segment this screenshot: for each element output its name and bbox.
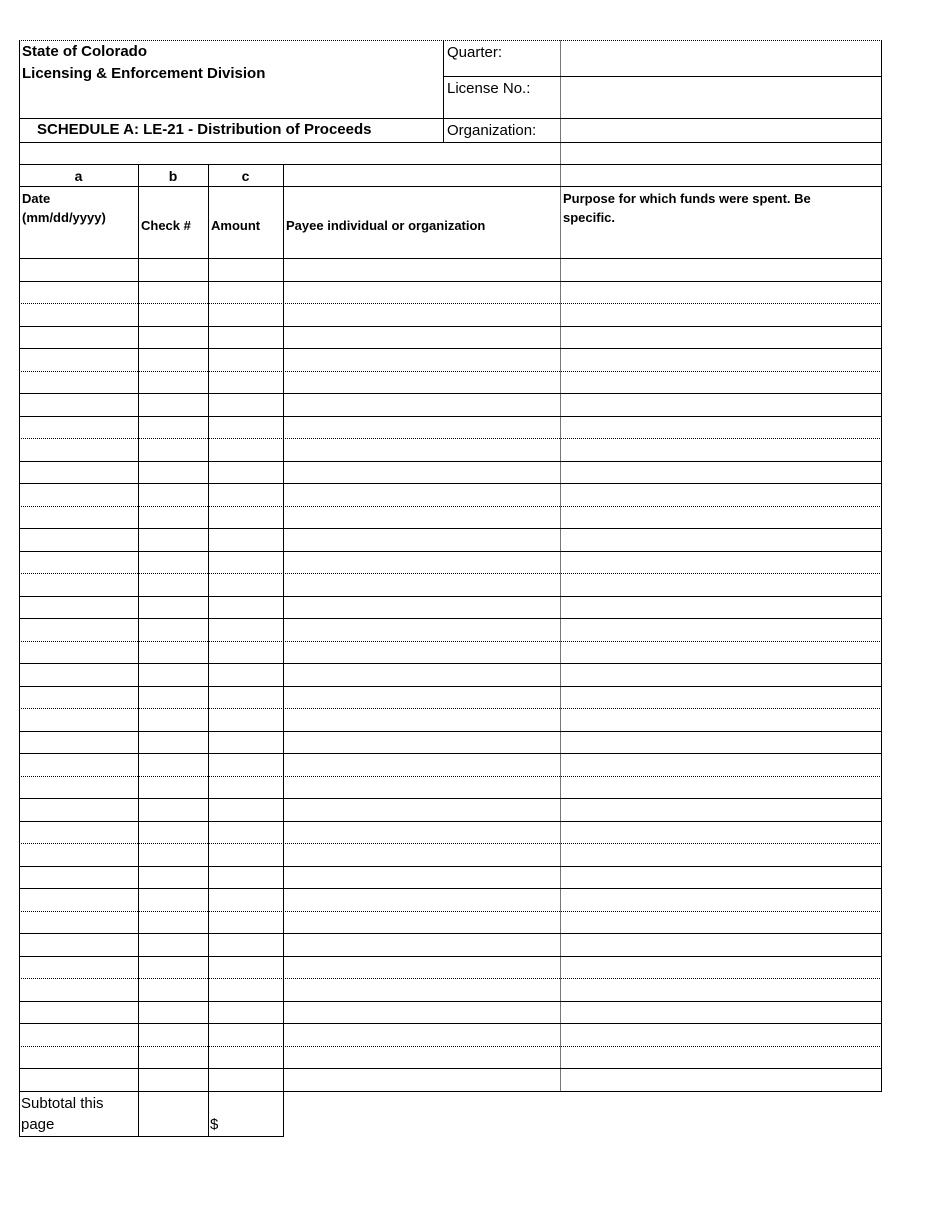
check-cell[interactable]	[139, 304, 208, 326]
amount-cell[interactable]	[209, 687, 283, 709]
amount-cell[interactable]	[209, 777, 283, 799]
purpose-cell[interactable]	[561, 327, 881, 349]
amount-cell[interactable]	[209, 394, 283, 416]
purpose-cell[interactable]	[561, 912, 881, 934]
date-cell[interactable]	[20, 1024, 138, 1046]
amount-cell[interactable]	[209, 799, 283, 821]
check-cell[interactable]	[139, 507, 208, 529]
amount-cell[interactable]	[209, 282, 283, 304]
purpose-cell[interactable]	[561, 1069, 881, 1091]
purpose-cell[interactable]	[561, 664, 881, 686]
amount-cell[interactable]	[209, 664, 283, 686]
amount-cell[interactable]	[209, 732, 283, 754]
license-number-field[interactable]	[562, 78, 880, 117]
purpose-cell[interactable]	[561, 597, 881, 619]
date-cell[interactable]	[20, 552, 138, 574]
payee-cell[interactable]	[284, 349, 560, 371]
payee-cell[interactable]	[284, 417, 560, 439]
amount-cell[interactable]	[209, 529, 283, 551]
check-cell[interactable]	[139, 597, 208, 619]
column-letter-a: a	[74, 168, 83, 184]
date-cell[interactable]	[20, 439, 138, 461]
date-cell[interactable]	[20, 732, 138, 754]
date-cell[interactable]	[20, 664, 138, 686]
purpose-cell[interactable]	[561, 619, 881, 641]
check-cell[interactable]	[139, 687, 208, 709]
date-cell[interactable]	[20, 349, 138, 371]
purpose-cell[interactable]	[561, 709, 881, 731]
purpose-cell[interactable]	[561, 484, 881, 506]
subtotal-currency: $	[210, 1116, 219, 1133]
date-header-line1: Date	[22, 191, 51, 206]
amount-cell[interactable]	[209, 912, 283, 934]
payee-cell[interactable]	[284, 957, 560, 979]
payee-cell[interactable]	[284, 597, 560, 619]
date-cell[interactable]	[20, 754, 138, 776]
date-header-line2: (mm/dd/yyyy)	[22, 210, 106, 225]
amount-header: Amount	[211, 218, 261, 233]
payee-cell[interactable]	[284, 642, 560, 664]
payee-cell[interactable]	[284, 1047, 560, 1069]
date-cell[interactable]	[20, 1047, 138, 1069]
purpose-cell[interactable]	[561, 799, 881, 821]
check-cell[interactable]	[139, 1024, 208, 1046]
date-cell[interactable]	[20, 979, 138, 1001]
payee-cell[interactable]	[284, 372, 560, 394]
purpose-cell[interactable]	[561, 507, 881, 529]
payee-cell[interactable]	[284, 1069, 560, 1091]
subtotal-check-cell[interactable]	[139, 1093, 208, 1136]
amount-cell[interactable]	[209, 349, 283, 371]
date-cell[interactable]	[20, 934, 138, 956]
check-header: Check #	[141, 218, 191, 233]
check-cell[interactable]	[139, 484, 208, 506]
purpose-cell[interactable]	[561, 439, 881, 461]
check-cell[interactable]	[139, 529, 208, 551]
amount-cell[interactable]	[209, 1002, 283, 1024]
payee-cell[interactable]	[284, 934, 560, 956]
payee-cell[interactable]	[284, 529, 560, 551]
payee-cell[interactable]	[284, 1002, 560, 1024]
date-cell[interactable]	[20, 1002, 138, 1024]
payee-cell[interactable]	[284, 394, 560, 416]
check-cell[interactable]	[139, 372, 208, 394]
purpose-cell[interactable]	[561, 822, 881, 844]
payee-cell[interactable]	[284, 867, 560, 889]
purpose-cell[interactable]	[561, 687, 881, 709]
check-cell[interactable]	[139, 462, 208, 484]
payee-cell[interactable]	[284, 327, 560, 349]
check-cell[interactable]	[139, 822, 208, 844]
purpose-cell[interactable]	[561, 282, 881, 304]
check-cell[interactable]	[139, 619, 208, 641]
purpose-cell[interactable]	[561, 1024, 881, 1046]
state-name: State of Colorado	[22, 43, 148, 60]
date-cell[interactable]	[20, 844, 138, 866]
payee-cell[interactable]	[284, 304, 560, 326]
column-letter-c: c	[241, 168, 250, 184]
purpose-header-line1: Purpose for which funds were spent. Be	[563, 191, 811, 206]
date-cell[interactable]	[20, 259, 138, 281]
purpose-cell[interactable]	[561, 552, 881, 574]
amount-cell[interactable]	[209, 507, 283, 529]
purpose-cell[interactable]	[561, 417, 881, 439]
amount-cell[interactable]	[209, 754, 283, 776]
column-letter-b: b	[168, 168, 178, 184]
organization-field[interactable]	[562, 120, 880, 141]
subtotal-amount-field[interactable]	[222, 1093, 282, 1136]
date-cell[interactable]	[20, 619, 138, 641]
check-cell[interactable]	[139, 349, 208, 371]
payee-cell[interactable]	[284, 552, 560, 574]
amount-cell[interactable]	[209, 709, 283, 731]
check-cell[interactable]	[139, 642, 208, 664]
amount-cell[interactable]	[209, 484, 283, 506]
check-cell[interactable]	[139, 1002, 208, 1024]
amount-cell[interactable]	[209, 844, 283, 866]
date-cell[interactable]	[20, 889, 138, 911]
payee-cell[interactable]	[284, 979, 560, 1001]
date-cell[interactable]	[20, 484, 138, 506]
check-cell[interactable]	[139, 934, 208, 956]
organization-label: Organization:	[447, 122, 537, 139]
purpose-header-line2: specific.	[563, 210, 616, 225]
payee-cell[interactable]	[284, 912, 560, 934]
subtotal-label-line2: page	[21, 1116, 55, 1133]
date-cell[interactable]	[20, 327, 138, 349]
check-cell[interactable]	[139, 1047, 208, 1069]
purpose-cell[interactable]	[561, 1047, 881, 1069]
check-cell[interactable]	[139, 394, 208, 416]
date-cell[interactable]	[20, 957, 138, 979]
payee-cell[interactable]	[284, 732, 560, 754]
check-cell[interactable]	[139, 439, 208, 461]
purpose-cell[interactable]	[561, 844, 881, 866]
amount-cell[interactable]	[209, 619, 283, 641]
date-cell[interactable]	[20, 462, 138, 484]
check-cell[interactable]	[139, 417, 208, 439]
amount-cell[interactable]	[209, 597, 283, 619]
check-cell[interactable]	[139, 957, 208, 979]
check-cell[interactable]	[139, 889, 208, 911]
amount-cell[interactable]	[209, 1047, 283, 1069]
amount-cell[interactable]	[209, 1069, 283, 1091]
purpose-cell[interactable]	[561, 304, 881, 326]
date-cell[interactable]	[20, 822, 138, 844]
date-cell[interactable]	[20, 417, 138, 439]
payee-header: Payee individual or organization	[286, 218, 486, 233]
amount-cell[interactable]	[209, 867, 283, 889]
purpose-cell[interactable]	[561, 642, 881, 664]
payee-cell[interactable]	[284, 574, 560, 596]
check-cell[interactable]	[139, 709, 208, 731]
date-cell[interactable]	[20, 394, 138, 416]
date-cell[interactable]	[20, 372, 138, 394]
check-cell[interactable]	[139, 664, 208, 686]
check-cell[interactable]	[139, 552, 208, 574]
purpose-cell[interactable]	[561, 574, 881, 596]
amount-cell[interactable]	[209, 979, 283, 1001]
date-cell[interactable]	[20, 687, 138, 709]
payee-cell[interactable]	[284, 844, 560, 866]
purpose-cell[interactable]	[561, 394, 881, 416]
date-cell[interactable]	[20, 304, 138, 326]
date-cell[interactable]	[20, 799, 138, 821]
check-cell[interactable]	[139, 282, 208, 304]
check-cell[interactable]	[139, 732, 208, 754]
amount-cell[interactable]	[209, 439, 283, 461]
check-cell[interactable]	[139, 259, 208, 281]
schedule-title: SCHEDULE A: LE-21 - Distribution of Proceeds	[37, 121, 372, 138]
check-cell[interactable]	[139, 327, 208, 349]
amount-cell[interactable]	[209, 372, 283, 394]
quarter-field[interactable]	[562, 42, 880, 75]
amount-cell[interactable]	[209, 642, 283, 664]
division-name: Licensing & Enforcement Division	[22, 65, 266, 82]
amount-cell[interactable]	[209, 934, 283, 956]
amount-cell[interactable]	[209, 462, 283, 484]
date-cell[interactable]	[20, 642, 138, 664]
date-cell[interactable]	[20, 777, 138, 799]
check-cell[interactable]	[139, 979, 208, 1001]
purpose-cell[interactable]	[561, 372, 881, 394]
date-cell[interactable]	[20, 1069, 138, 1091]
payee-cell[interactable]	[284, 484, 560, 506]
date-cell[interactable]	[20, 507, 138, 529]
amount-cell[interactable]	[209, 822, 283, 844]
amount-cell[interactable]	[209, 259, 283, 281]
purpose-cell[interactable]	[561, 867, 881, 889]
payee-cell[interactable]	[284, 822, 560, 844]
amount-cell[interactable]	[209, 1024, 283, 1046]
check-cell[interactable]	[139, 777, 208, 799]
payee-cell[interactable]	[284, 619, 560, 641]
date-cell[interactable]	[20, 282, 138, 304]
amount-cell[interactable]	[209, 957, 283, 979]
payee-cell[interactable]	[284, 777, 560, 799]
purpose-cell[interactable]	[561, 889, 881, 911]
purpose-cell[interactable]	[561, 732, 881, 754]
check-cell[interactable]	[139, 912, 208, 934]
date-cell[interactable]	[20, 709, 138, 731]
amount-cell[interactable]	[209, 304, 283, 326]
check-cell[interactable]	[139, 574, 208, 596]
purpose-cell[interactable]	[561, 462, 881, 484]
amount-cell[interactable]	[209, 417, 283, 439]
date-cell[interactable]	[20, 574, 138, 596]
date-cell[interactable]	[20, 912, 138, 934]
date-cell[interactable]	[20, 867, 138, 889]
amount-cell[interactable]	[209, 889, 283, 911]
date-cell[interactable]	[20, 529, 138, 551]
check-cell[interactable]	[139, 1069, 208, 1091]
payee-cell[interactable]	[284, 462, 560, 484]
subtotal-label-line1: Subtotal this	[21, 1095, 104, 1112]
payee-cell[interactable]	[284, 754, 560, 776]
purpose-cell[interactable]	[561, 754, 881, 776]
purpose-cell[interactable]	[561, 979, 881, 1001]
payee-cell[interactable]	[284, 507, 560, 529]
date-cell[interactable]	[20, 597, 138, 619]
purpose-cell[interactable]	[561, 259, 881, 281]
payee-cell[interactable]	[284, 259, 560, 281]
amount-cell[interactable]	[209, 552, 283, 574]
payee-cell[interactable]	[284, 709, 560, 731]
quarter-label: Quarter:	[447, 44, 503, 61]
payee-cell[interactable]	[284, 282, 560, 304]
payee-cell[interactable]	[284, 439, 560, 461]
check-cell[interactable]	[139, 799, 208, 821]
payee-cell[interactable]	[284, 687, 560, 709]
purpose-cell[interactable]	[561, 349, 881, 371]
payee-cell[interactable]	[284, 1024, 560, 1046]
purpose-cell[interactable]	[561, 777, 881, 799]
license-label: License No.:	[447, 80, 531, 97]
payee-cell[interactable]	[284, 799, 560, 821]
purpose-cell[interactable]	[561, 957, 881, 979]
payee-cell[interactable]	[284, 664, 560, 686]
check-cell[interactable]	[139, 844, 208, 866]
check-cell[interactable]	[139, 867, 208, 889]
purpose-cell[interactable]	[561, 934, 881, 956]
purpose-cell[interactable]	[561, 529, 881, 551]
amount-cell[interactable]	[209, 574, 283, 596]
purpose-cell[interactable]	[561, 1002, 881, 1024]
amount-cell[interactable]	[209, 327, 283, 349]
check-cell[interactable]	[139, 754, 208, 776]
payee-cell[interactable]	[284, 889, 560, 911]
